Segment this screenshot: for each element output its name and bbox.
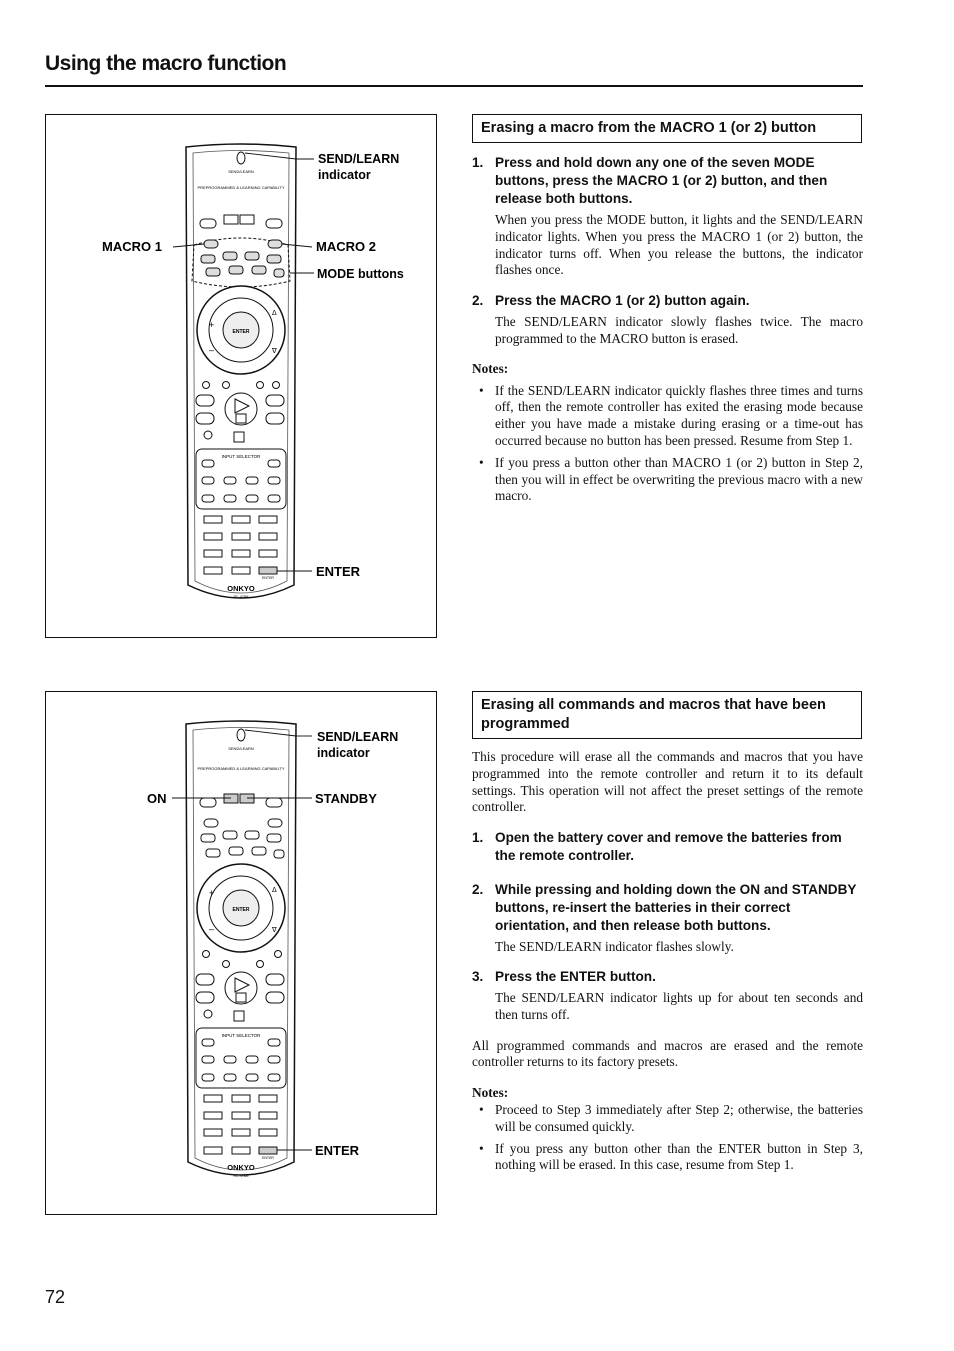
svg-text:Δ: Δ <box>272 310 277 317</box>
remote-input-selector: INPUT SELECTOR <box>221 1033 261 1038</box>
section2-step-2 <box>472 881 863 935</box>
step-title: Press the MACRO 1 (or 2) button again. <box>495 293 750 309</box>
section2-heading-text: Erasing all commands and macros that have been programmed <box>481 697 826 732</box>
section1-note: • If the SEND/LEARN indicator quickly flashes three times and turns off, then the remote controller has exited the erasing mode because either you have made a mistake during erasing or a time-out has occurred because no button has been pressed. Resume from Step 1. <box>472 383 863 450</box>
label-mode-buttons: MODE buttons <box>317 267 404 281</box>
svg-text:+: + <box>209 320 215 330</box>
step-number: 2. <box>472 293 484 309</box>
label-send-learn-line2: indicator <box>318 168 371 182</box>
remote-input-selector: INPUT SELECTOR <box>221 454 261 459</box>
step-body: When you press the MODE button, it lights and the SEND/LEARN indicator lights. When you press the MACRO 1 (or 2) button, the indicator turns off. When you release the buttons, the indicator flashes once. <box>495 212 863 278</box>
remote-model: RC-478M <box>233 1174 249 1178</box>
section2-heading <box>472 691 862 739</box>
section1-heading <box>472 114 862 143</box>
section1-note: • If you press a button other than MACRO 1 (or 2) button in Step 2, then you will in effect be overwriting the previous macro with a new macro. <box>472 455 863 505</box>
remote-enter-key: ENTER <box>262 576 274 580</box>
step-title: Open the battery cover and remove the batteries from the remote controller. <box>495 830 842 864</box>
label-send-learn-line2: indicator <box>317 746 370 760</box>
section2-notes-heading: Notes: <box>472 1085 509 1101</box>
svg-text:ENTER: ENTER <box>232 907 250 913</box>
figure-remote-macro <box>45 114 437 638</box>
label-enter: ENTER <box>315 1143 360 1158</box>
section1-step-2 <box>472 292 863 310</box>
remote-illustration <box>46 692 436 1214</box>
figure-remote-erase-all <box>45 691 437 1215</box>
svg-text:∇: ∇ <box>272 348 277 355</box>
title-rule <box>45 85 863 87</box>
section1-heading-text: Erasing a macro from the MACRO 1 (or 2) button <box>481 120 817 136</box>
step-title: Press the ENTER button. <box>495 968 656 984</box>
svg-text:Δ: Δ <box>272 887 277 894</box>
step-body: The SEND/LEARN indicator slowly flashes twice. The macro programmed to the MACRO button is erased. <box>495 314 863 346</box>
label-send-learn-line1: SEND/LEARN <box>318 152 400 166</box>
remote-caption: PREPROGRAMMED & LEARNING CAPABILITY <box>197 185 285 190</box>
svg-text:+: + <box>209 888 215 898</box>
section2-note: • Proceed to Step 3 immediately after Step 2; otherwise, the batteries will be consumed quickly. <box>472 1102 863 1136</box>
svg-text:ENTER: ENTER <box>232 329 250 335</box>
label-macro2: MACRO 2 <box>316 239 376 254</box>
remote-caption: PREPROGRAMMED & LEARNING CAPABILITY <box>197 766 285 771</box>
label-macro1: MACRO 1 <box>102 239 162 254</box>
section2-note: • If you press any button other than the ENTER button in Step 3, nothing will be erased. In this case, resume from Step 1. <box>472 1141 863 1175</box>
section2-step-1 <box>472 829 863 865</box>
section1-steps <box>472 154 863 505</box>
step-body: The SEND/LEARN indicator lights up for about ten seconds and then turns off. <box>495 989 863 1022</box>
section1-notes-heading: Notes: <box>472 360 509 376</box>
step-number: 3. <box>472 968 484 984</box>
step-number: 1. <box>472 830 484 846</box>
label-send-learn-line1: SEND/LEARN <box>317 730 399 744</box>
svg-text:–: – <box>209 924 215 934</box>
step-body: The SEND/LEARN indicator flashes slowly. <box>495 939 734 955</box>
remote-model: RC-478M <box>233 595 249 599</box>
remote-enter-key: ENTER <box>262 1156 274 1160</box>
section2-step-3 <box>472 968 863 986</box>
svg-text:∇: ∇ <box>272 927 277 934</box>
step-number: 1. <box>472 155 484 170</box>
section1-step-1 <box>472 154 863 208</box>
label-standby: STANDBY <box>315 791 377 806</box>
remote-illustration <box>46 115 436 637</box>
remote-top-text: SEND/LEARN <box>228 169 254 174</box>
step-title: While pressing and holding down the ON and STANDBY buttons, re-insert the batteries in their correct orientation, and then release both buttons. <box>495 882 857 934</box>
remote-brand: ONKYO <box>227 584 255 593</box>
step-title: Press and hold down any one of the seven MODE buttons, press the MACRO 1 (or 2) button, and then release both buttons. <box>495 155 828 206</box>
step-number: 2. <box>472 882 484 898</box>
section2-content <box>472 749 863 1174</box>
section2-intro: This procedure will erase all the commands and macros that you have programmed into the remote controller and return it to its default settings. This operation will not affect the preset settings of the remote controller. <box>472 749 863 815</box>
label-on: ON <box>147 791 167 806</box>
page-number: 72 <box>45 1287 66 1307</box>
svg-text:–: – <box>209 345 215 355</box>
remote-top-text: SEND/LEARN <box>228 746 254 751</box>
page-title: Using the macro function <box>45 52 287 75</box>
section2-outro: All programmed commands and macros are erased and the remote controller returns to its factory presets. <box>472 1037 863 1070</box>
remote-brand: ONKYO <box>227 1163 255 1172</box>
label-enter: ENTER <box>316 564 361 579</box>
